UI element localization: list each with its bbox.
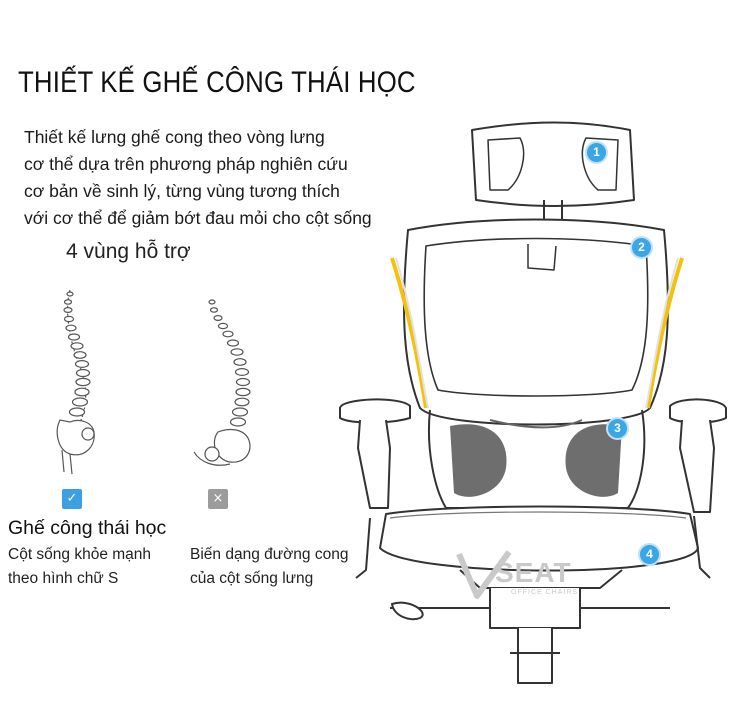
healthy-spine-illustration — [40, 282, 125, 482]
deformed-spine-illustration — [190, 292, 275, 482]
cross-icon: × — [208, 489, 228, 509]
ergonomic-chair-illustration — [330, 108, 740, 708]
good-description-line: theo hình chữ S — [8, 570, 119, 587]
logo-subtext: OFFICE CHAIRS — [511, 589, 579, 596]
description-line: Thiết kế lưng ghế cong theo vòng lưng — [24, 127, 325, 147]
good-title: Ghế công thái học — [8, 517, 167, 539]
check-icon: ✓ — [62, 489, 82, 509]
description-line: cơ bản về sinh lý, từng vùng tương thích — [24, 181, 340, 201]
bad-description — [190, 543, 348, 591]
bad-description-line: Biến dạng đường cong — [190, 546, 349, 563]
bad-description-line: của cột sống lưng — [190, 570, 314, 587]
logo-text: SEAT — [495, 557, 572, 588]
page-title: THIẾT KẾ GHẾ CÔNG THÁI HỌC — [18, 66, 416, 99]
description-line: cơ thể dựa trên phương pháp nghiên cứu — [24, 154, 348, 174]
description-line: với cơ thể để giảm bớt đau mỏi cho cột sống — [24, 208, 372, 228]
zone-2-marker: 2 — [630, 236, 653, 259]
zone-4-marker: 4 — [638, 543, 661, 566]
good-description-line: Cột sống khỏe mạnh — [8, 546, 152, 563]
zone-1-marker: 1 — [585, 141, 608, 164]
zone-3-marker: 3 — [606, 417, 629, 440]
good-description — [8, 543, 151, 591]
vseat-logo — [455, 548, 615, 604]
support-zones-label: 4 vùng hỗ trợ — [66, 240, 191, 263]
